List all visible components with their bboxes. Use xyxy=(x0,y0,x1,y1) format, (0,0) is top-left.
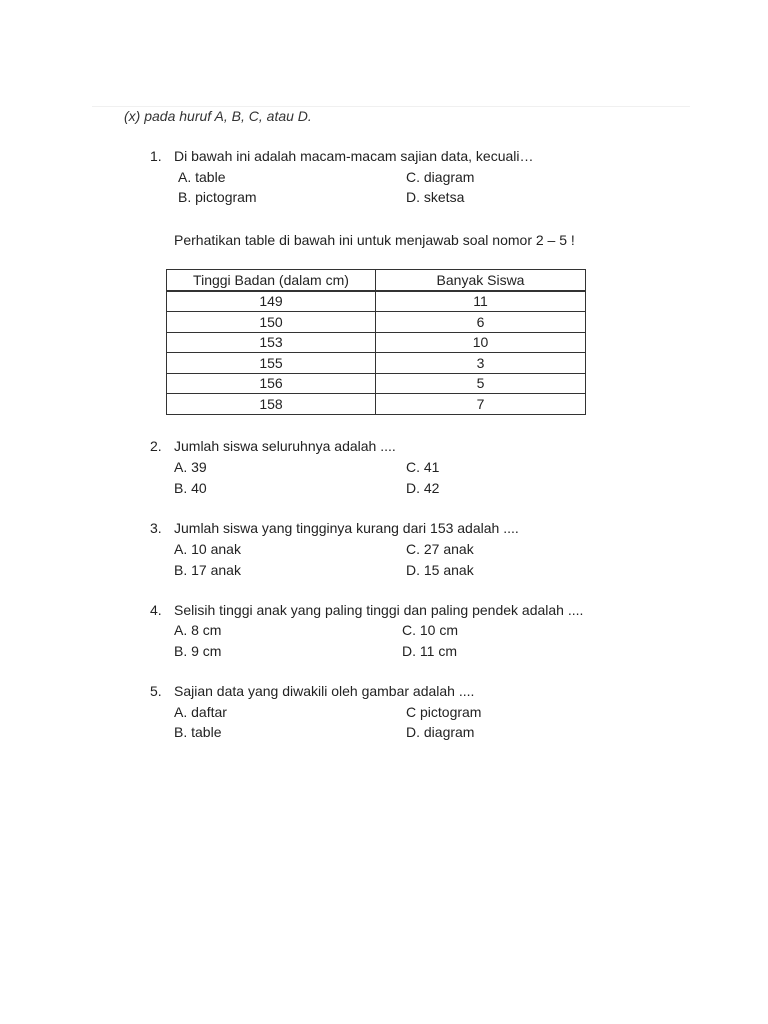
option-d: D. 15 anak xyxy=(406,562,474,578)
question-number: 1. xyxy=(150,148,162,164)
option-d: D. diagram xyxy=(406,724,475,740)
count-cell: 10 xyxy=(376,332,586,353)
option-a: A. daftar xyxy=(174,704,227,720)
option-c: C. diagram xyxy=(406,169,475,185)
question-text: Jumlah siswa seluruhnya adalah .... xyxy=(174,438,396,454)
option-c: C. 27 anak xyxy=(406,541,474,557)
option-b: B. 40 xyxy=(174,480,207,496)
option-b: B. pictogram xyxy=(178,189,257,205)
height-cell: 150 xyxy=(167,312,376,333)
table-row xyxy=(167,291,586,312)
height-data-table xyxy=(166,269,586,415)
question-text: Jumlah siswa yang tingginya kurang dari 153 adalah .... xyxy=(174,520,519,536)
option-a: A. 39 xyxy=(174,459,207,475)
question-text: Sajian data yang diwakili oleh gambar adalah .... xyxy=(174,683,475,699)
table-header-row xyxy=(167,270,586,291)
table-row xyxy=(167,312,586,333)
option-a: A. 8 cm xyxy=(174,622,222,638)
question-text: Di bawah ini adalah macam-macam sajian data, kecuali… xyxy=(174,148,534,164)
count-cell: 11 xyxy=(376,291,586,312)
option-c: C. 41 xyxy=(406,459,440,475)
question-number: 4. xyxy=(150,602,162,618)
table-row xyxy=(167,394,586,415)
height-cell: 156 xyxy=(167,373,376,394)
top-divider xyxy=(92,106,690,107)
count-cell: 7 xyxy=(376,394,586,415)
count-cell: 6 xyxy=(376,312,586,333)
table-row xyxy=(167,353,586,374)
table-instruction: Perhatikan table di bawah ini untuk menjawab soal nomor 2 – 5 ! xyxy=(174,232,575,248)
table-row xyxy=(167,332,586,353)
option-c: C pictogram xyxy=(406,704,482,720)
question-text: Selisih tinggi anak yang paling tinggi dan paling pendek adalah .... xyxy=(174,602,584,618)
height-cell: 158 xyxy=(167,394,376,415)
question-number: 5. xyxy=(150,683,162,699)
option-b: B. 17 anak xyxy=(174,562,241,578)
height-cell: 155 xyxy=(167,353,376,374)
question-number: 3. xyxy=(150,520,162,536)
height-cell: 149 xyxy=(167,291,376,312)
option-d: D. 11 cm xyxy=(402,643,457,659)
count-cell: 3 xyxy=(376,353,586,374)
column-header: Banyak Siswa xyxy=(376,270,586,291)
option-b: B. 9 cm xyxy=(174,643,222,659)
height-cell: 153 xyxy=(167,332,376,353)
count-cell: 5 xyxy=(376,373,586,394)
option-d: D. 42 xyxy=(406,480,440,496)
option-a: A. table xyxy=(178,169,226,185)
option-a: A. 10 anak xyxy=(174,541,241,557)
option-b: B. table xyxy=(174,724,222,740)
instruction-fragment: (x) pada huruf A, B, C, atau D. xyxy=(124,108,312,124)
option-d: D. sketsa xyxy=(406,189,465,205)
question-number: 2. xyxy=(150,438,162,454)
column-header: Tinggi Badan (dalam cm) xyxy=(167,270,376,291)
option-c: C. 10 cm xyxy=(402,622,459,638)
table-row xyxy=(167,373,586,394)
